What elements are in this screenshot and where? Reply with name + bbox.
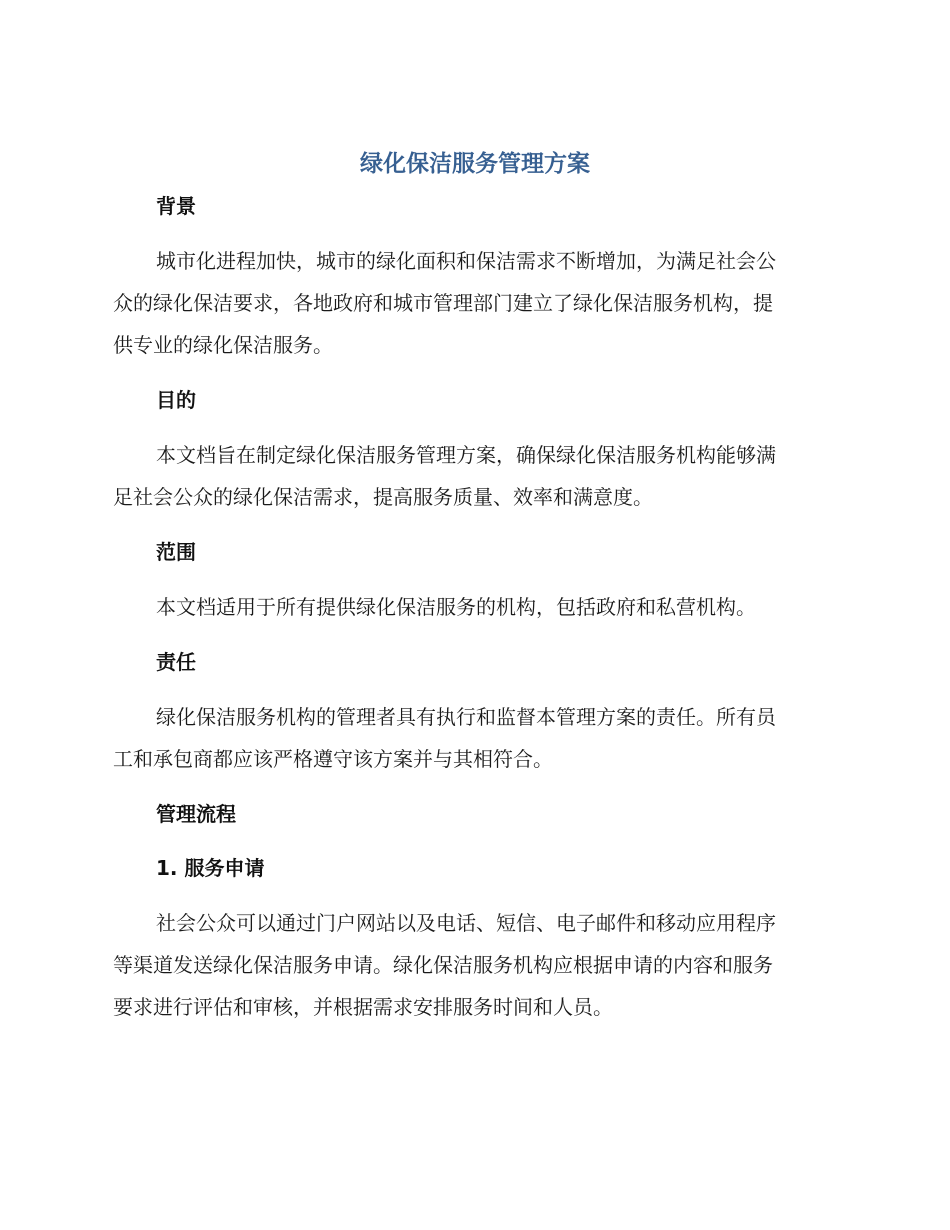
- paragraph-line: 足社会公众的绿化保洁需求，提高服务质量、效率和满意度。: [113, 485, 653, 509]
- paragraph-background: [113, 240, 833, 366]
- paragraph-line: 本文档旨在制定绿化保洁服务管理方案，确保绿化保洁服务机构能够满: [156, 443, 776, 467]
- paragraph-line: 众的绿化保洁要求，各地政府和城市管理部门建立了绿化保洁服务机构，提: [113, 291, 773, 315]
- section-heading-process: 管理流程: [156, 802, 236, 826]
- paragraph-line: 本文档适用于所有提供绿化保洁服务的机构，包括政府和私营机构。: [156, 595, 756, 619]
- paragraph-purpose: [113, 434, 833, 518]
- paragraph-service-request: [113, 902, 833, 1028]
- section-heading-responsibility: 责任: [156, 650, 196, 674]
- paragraph-responsibility: [113, 696, 833, 780]
- paragraph-line: 等渠道发送绿化保洁服务申请。绿化保洁服务机构应根据申请的内容和服务: [113, 953, 773, 977]
- section-heading-purpose: 目的: [156, 388, 196, 412]
- paragraph-line: 城市化进程加快，城市的绿化面积和保洁需求不断增加，为满足社会公: [156, 249, 776, 273]
- document-title: 绿化保洁服务管理方案: [360, 151, 590, 177]
- paragraph-line: 社会公众可以通过门户网站以及电话、短信、电子邮件和移动应用程序: [156, 911, 776, 935]
- section-heading-background: 背景: [156, 194, 196, 218]
- paragraph-line: 工和承包商都应该严格遵守该方案并与其相符合。: [113, 747, 553, 771]
- subsection-heading-service-request: 1. 服务申请: [156, 856, 265, 880]
- section-heading-scope: 范围: [156, 540, 196, 564]
- paragraph-line: 绿化保洁服务机构的管理者具有执行和监督本管理方案的责任。所有员: [156, 705, 776, 729]
- paragraph-scope: [113, 586, 833, 628]
- paragraph-line: 要求进行评估和审核，并根据需求安排服务时间和人员。: [113, 995, 613, 1019]
- paragraph-line: 供专业的绿化保洁服务。: [113, 333, 333, 357]
